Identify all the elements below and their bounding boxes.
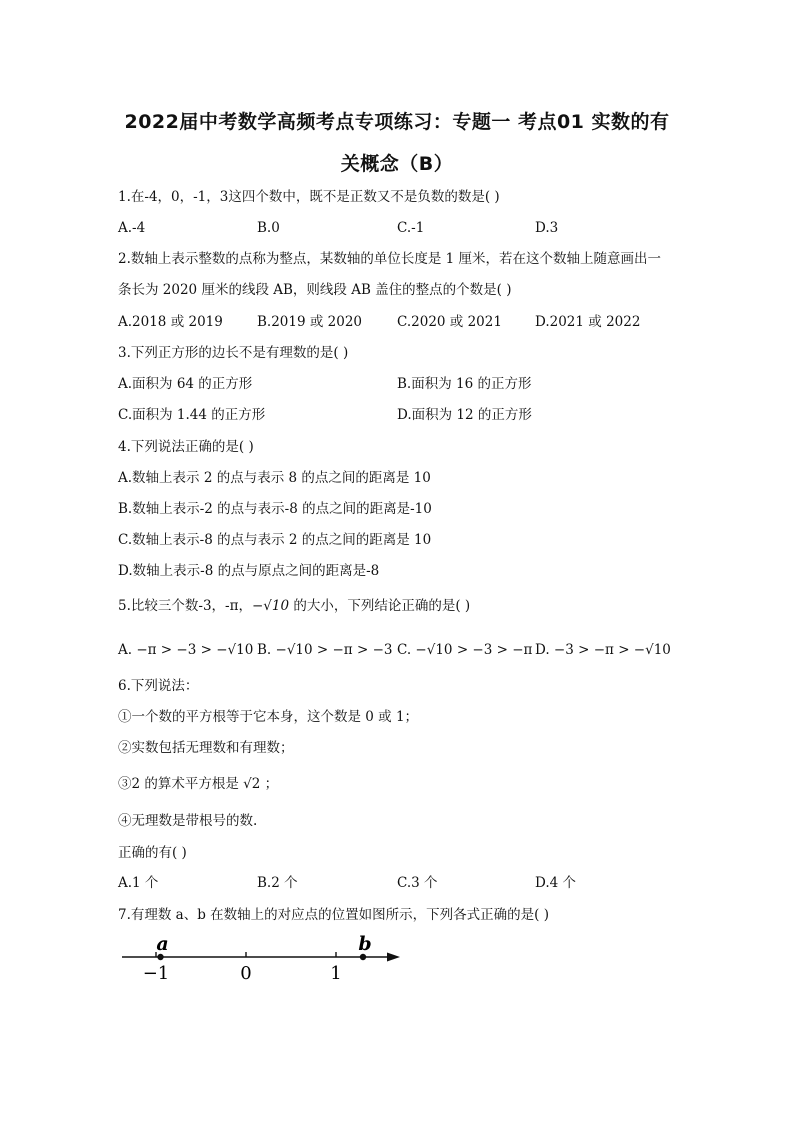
q6-option-b: B.2 个 — [257, 875, 298, 891]
q3-stem: 3.下列正方形的边长不是有理数的是( ) — [118, 345, 349, 361]
number-line-tick-label: −1 — [142, 963, 170, 984]
q2-option-b: B.2019 或 2020 — [257, 314, 363, 330]
q2-stem-line1: 2.数轴上表示整数的点称为整点，某数轴的单位长度是 1 厘米，若在这个数轴上随意画出一 — [118, 251, 662, 267]
q7-stem: 7.有理数 a、b 在数轴上的对应点的位置如图所示，下列各式正确的是( ) — [118, 907, 549, 923]
q4-option-b: B.数轴上表示-2 的点与表示-8 的点之间的距离是-10 — [118, 501, 432, 517]
q3-option-c: C.面积为 1.44 的正方形 — [118, 407, 266, 423]
q1-option-c: C.-1 — [397, 220, 425, 236]
q2-option-d: D.2021 或 2022 — [535, 314, 641, 330]
q5-stem-text-b: 的大小，下列结论正确的是( ) — [289, 598, 471, 614]
q4-option-a: A.数轴上表示 2 的点与表示 8 的点之间的距离是 10 — [118, 470, 431, 486]
q6-option-d: D.4 个 — [535, 875, 577, 891]
q2-option-a: A.2018 或 2019 — [118, 314, 223, 330]
q5-stem-text-a: 5.比较三个数-3，-π， — [118, 598, 252, 614]
q6-item-1: ①一个数的平方根等于它本身，这个数是 0 或 1； — [118, 709, 419, 725]
q4-option-d: D.数轴上表示-8 的点与原点之间的距离是-8 — [118, 563, 380, 579]
number-line-point-label-a: a — [156, 935, 169, 955]
page-title-line2: 关概念（B） — [340, 153, 454, 175]
q6-item-3: ③2 的算术平方根是 √2 ； — [118, 776, 279, 792]
q5-stem — [118, 597, 470, 615]
q6-option-a: A.1 个 — [118, 875, 159, 891]
number-line-tick-label: 1 — [330, 963, 342, 984]
q5-option-a: A. −π > −3 > −√10 — [118, 642, 254, 658]
page-title-line1: 2022届中考数学高频考点专项练习：专题一 考点01 实数的有 — [124, 111, 670, 133]
number-line-point-label-b: b — [358, 935, 372, 955]
q5-stem-math: −√10 — [251, 598, 290, 614]
number-line-figure — [118, 935, 418, 985]
q5-option-d: D. −3 > −π > −√10 — [535, 642, 671, 658]
q3-option-a: A.面积为 64 的正方形 — [118, 376, 253, 392]
q4-option-c: C.数轴上表示-8 的点与表示 2 的点之间的距离是 10 — [118, 532, 432, 548]
q6-stem: 6.下列说法： — [118, 678, 199, 694]
q6-item-4: ④无理数是带根号的数. — [118, 813, 258, 829]
q5-option-b: B. −√10 > −π > −3 — [257, 642, 393, 658]
q3-option-b: B.面积为 16 的正方形 — [397, 376, 532, 392]
q3-option-d: D.面积为 12 的正方形 — [397, 407, 532, 423]
q6-option-c: C.3 个 — [397, 875, 438, 891]
q2-option-c: C.2020 或 2021 — [397, 314, 502, 330]
q1-stem: 1.在-4，0，-1，3这四个数中，既不是正数又不是负数的数是( ) — [118, 189, 500, 205]
number-line-tick-label: 0 — [240, 963, 252, 984]
q1-option-a: A.-4 — [118, 220, 146, 236]
q1-option-b: B.0 — [257, 220, 280, 236]
q5-option-c: C. −√10 > −3 > −π — [397, 642, 533, 658]
q2-stem-line2: 条长为 2020 厘米的线段 AB，则线段 AB 盖住的整点的个数是( ) — [118, 282, 512, 298]
q6-prompt: 正确的有( ) — [118, 845, 187, 861]
q1-option-d: D.3 — [535, 220, 559, 236]
q4-stem: 4.下列说法正确的是( ) — [118, 439, 254, 455]
number-line-arrow — [387, 953, 400, 962]
q6-item-2: ②实数包括无理数和有理数； — [118, 740, 294, 756]
